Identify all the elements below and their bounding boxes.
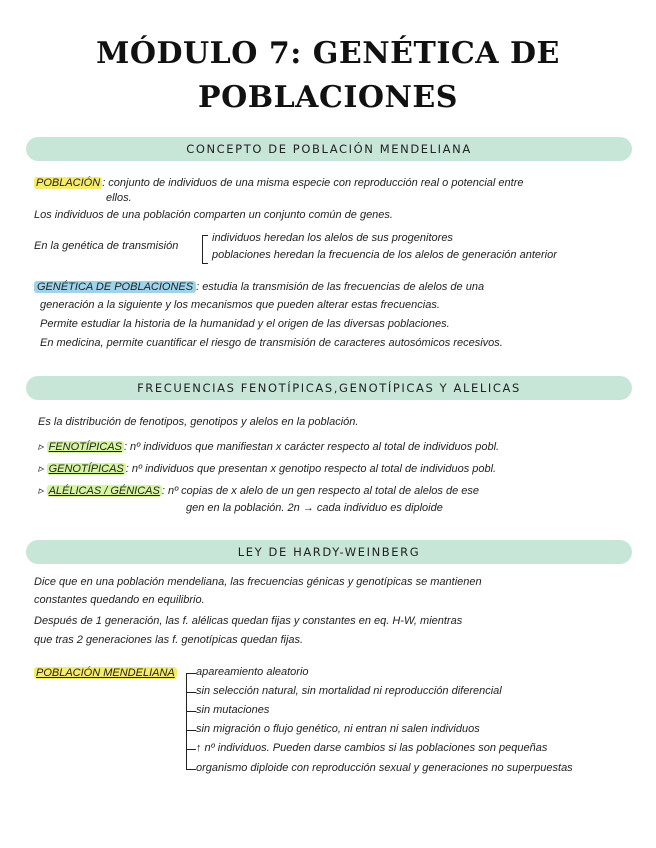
- alelicas-item: [38, 484, 479, 497]
- bullet-arrow-icon: ▹: [38, 441, 44, 453]
- genotipicas-term: GENOTÍPICAS: [48, 463, 124, 475]
- hw-condition-item: sin migración o flujo genético, ni entran ni salen individuos: [196, 723, 480, 735]
- genetica-poblaciones-definition: [34, 281, 484, 293]
- hw-paragraph-line4: que tras 2 generaciones las f. genotípicas quedan fijas.: [34, 634, 304, 646]
- list-tick: [186, 673, 196, 674]
- bracket-item-2: poblaciones heredan la frecuencia de los alelos de generación anterior: [212, 249, 557, 261]
- hw-paragraph-line1: Dice que en una población mendeliana, las frecuencias génicas y genotípicas se mantienen: [34, 576, 482, 588]
- hw-condition-item: apareamiento aleatorio: [196, 666, 309, 678]
- bullet-arrow-icon: ▹: [38, 485, 44, 497]
- list-tick: [186, 711, 196, 712]
- hw-condition-item: sin selección natural, sin mortalidad ni reproducción diferencial: [196, 685, 502, 697]
- fenotipicas-def: : nº individuos que manifiestan x carácter respecto al total de individuos pobl.: [123, 441, 500, 453]
- list-tick: [186, 692, 196, 693]
- bracket-icon: [202, 235, 208, 264]
- genpob-def-line2: generación a la siguiente y los mecanismos que pueden alterar estas frecuencias.: [40, 299, 440, 311]
- list-tick: [186, 749, 196, 750]
- hw-condition-item: ↑ nº individuos. Pueden darse cambios si las poblaciones son pequeñas: [196, 742, 548, 754]
- fenotipicas-term: FENOTÍPICAS: [48, 441, 122, 453]
- alelicas-def: : nº copias de x alelo de un gen respecto al total de alelos de ese: [161, 485, 479, 497]
- genpob-def-line3: Permite estudiar la historia de la humanidad y el origen de las diversas poblaciones.: [40, 318, 450, 330]
- section-heading-hardy-weinberg: LEY DE HARDY-WEINBERG: [26, 540, 632, 564]
- hw-paragraph-line2: constantes quedando en equilibrio.: [34, 594, 205, 606]
- list-tick: [186, 769, 196, 770]
- poblacion-def-cont: ellos.: [106, 192, 132, 204]
- list-tick: [186, 730, 196, 731]
- shared-genes-line: Los individuos de una población comparten un conjunto común de genes.: [34, 209, 393, 221]
- alelicas-term: ALÉLICAS / GÉNICAS: [48, 485, 160, 497]
- hw-paragraph-line3: Después de 1 generación, las f. alélicas quedan fijas y constantes en eq. H-W, mientras: [34, 615, 463, 627]
- bracket-item-1: individuos heredan los alelos de sus progenitores: [212, 232, 453, 244]
- fenotipicas-item: [38, 440, 499, 453]
- genetica-poblaciones-term: GENÉTICA DE POBLACIONES: [34, 281, 196, 293]
- page-title-line2: POBLACIONES: [198, 80, 458, 115]
- page-title-line1: MÓDULO 7: GENÉTICA DE: [96, 36, 560, 71]
- section-heading-frecuencias: FRECUENCIAS FENOTÍPICAS,GENOTÍPICAS Y ALELICAS: [26, 376, 632, 400]
- poblacion-def-text: : conjunto de individuos de una misma especie con reproducción real o potencial entre: [102, 177, 524, 189]
- alelicas-def-cont: gen en la población. 2n → cada individuo es diploide: [186, 502, 443, 514]
- frecuencias-intro: Es la distribución de fenotipos, genotipos y alelos en la población.: [38, 416, 359, 428]
- list-bracket-icon: [186, 674, 187, 770]
- genetica-transmision-label: En la genética de transmisión: [34, 240, 179, 252]
- hw-condition-item: organismo diploide con reproducción sexual y generaciones no superpuestas: [196, 762, 573, 774]
- genpob-def-line4: En medicina, permite cuantificar el riesgo de transmisión de caracteres autosómicos recesivos.: [40, 337, 503, 349]
- poblacion-term: POBLACIÓN: [36, 177, 101, 189]
- bullet-arrow-icon: ▹: [38, 463, 44, 475]
- poblacion-mendeliana-term: POBLACIÓN MENDELIANA: [36, 667, 175, 679]
- genotipicas-item: [38, 462, 496, 475]
- section-heading-concepto: CONCEPTO DE POBLACIÓN MENDELIANA: [26, 137, 632, 161]
- poblacion-definition: [34, 177, 524, 189]
- genpob-def-text: : estudia la transmisión de las frecuencias de alelos de una: [196, 281, 485, 293]
- genotipicas-def: : nº individuos que presentan x genotipo respecto al total de individuos pobl.: [125, 463, 497, 475]
- poblacion-mendeliana-label: [34, 667, 177, 679]
- hw-condition-item: sin mutaciones: [196, 704, 270, 716]
